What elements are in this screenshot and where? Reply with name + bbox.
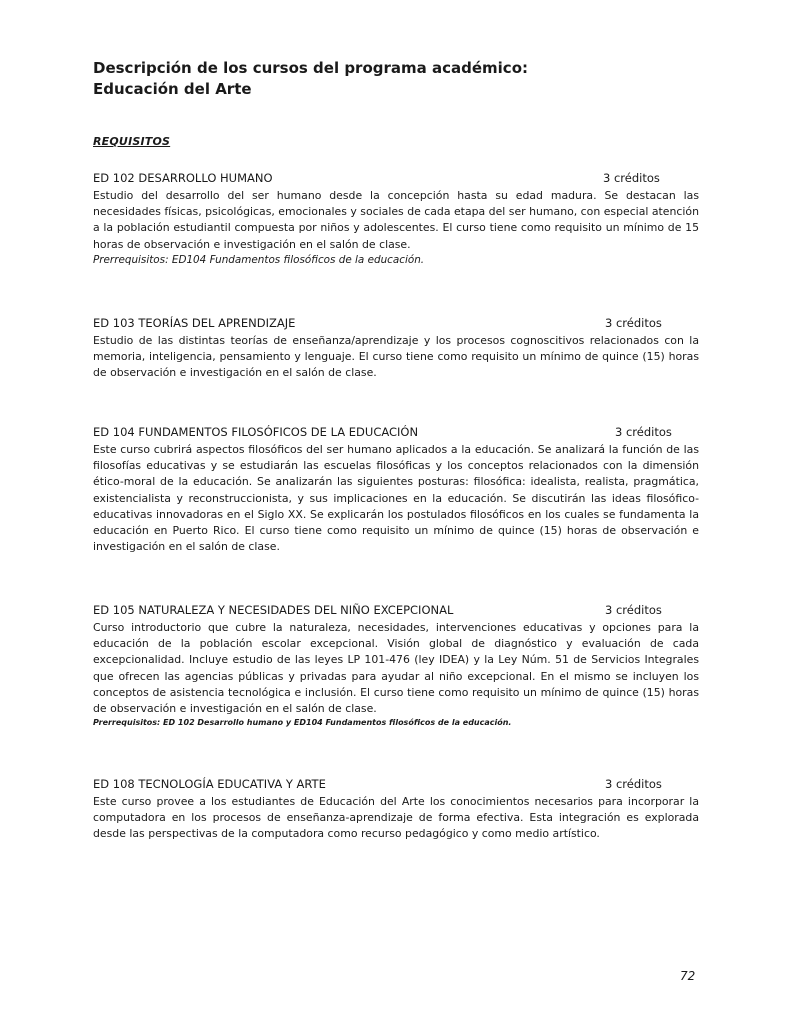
- course-code-title: ED 104 FUNDAMENTOS FILOSÓFICOS DE LA EDUCACIÓN: [93, 425, 419, 439]
- course-header: [93, 600, 699, 620]
- course-ed-108: [93, 774, 699, 843]
- course-description: Estudio de las distintas teorías de enseñanza/aprendizaje y los procesos cognoscitivos relacionados con la memoria, inteligencia, pensamiento y lenguaje. El curso tiene como requisito un mínimo de quince (15) horas de observación e investigación en el salón de clase.: [93, 334, 699, 380]
- course-code-title: ED 102 DESARROLLO HUMANO: [93, 171, 273, 185]
- course-ed-104: [93, 422, 699, 555]
- section-label-requisitos: REQUISITOS: [93, 135, 171, 148]
- course-code-title: ED 105 NATURALEZA Y NECESIDADES DEL NIÑO EXCEPCIONAL: [93, 603, 454, 617]
- page-number: 72: [680, 969, 696, 983]
- course-code-title: ED 103 TEORÍAS DEL APRENDIZAJE: [93, 316, 296, 330]
- course-code-title: ED 108 TECNOLOGÍA EDUCATIVA Y ARTE: [93, 777, 326, 791]
- course-description: Estudio del desarrollo del ser humano desde la concepción hasta su edad madura. Se destacan las necesidades físicas, psicológicas, emocionales y sociales de cada etapa del ser humano, con especial atención a la población estudiantil compuesta por niños y adolescentes. El curso tiene como requisito un mínimo de 15 horas de observación e investigación en el salón de clase.: [93, 189, 699, 251]
- course-ed-102: [93, 168, 699, 268]
- course-prerequisites: Prerrequisitos: ED104 Fundamentos filosóficos de la educación.: [93, 253, 425, 266]
- course-header: [93, 313, 699, 333]
- course-credits: 3 créditos: [605, 316, 662, 330]
- course-description: Este curso provee a los estudiantes de Educación del Arte los conocimientos necesarios para incorporar la computadora en los procesos de enseñanza-aprendizaje de forma efectiva. Esta integración es explorada desde las perspectivas de la computadora como recurso pedagógico y como medio artístico.: [93, 795, 699, 841]
- course-description: Este curso cubrirá aspectos filosóficos del ser humano aplicados a la educación. Se analizará la función de las filosofías educativas y se estudiarán las escuelas filosóficas y los conceptos relacionados con la dimensión ético-moral de la educación. Se analizarán las siguientes posturas: filosófica: idealista, realista, pragmática, existencialista y reconstruccionista, y sus implicaciones en la educación. Se discutirán las ideas filosófico-educativas innovadoras en el Siglo XX. Se explicarán los postulados filosóficos en los cuales se fundamenta la educación en Puerto Rico. El curso tiene como requisito un mínimo de quince (15) horas de observación e investigación en el salón de clase.: [93, 443, 699, 554]
- course-credits: 3 créditos: [605, 777, 662, 791]
- course-header: [93, 168, 699, 188]
- course-header: [93, 774, 699, 794]
- document-title: [93, 58, 693, 100]
- course-credits: 3 créditos: [605, 603, 662, 617]
- course-credits: 3 créditos: [615, 425, 672, 439]
- document-title-line-2: Educación del Arte: [93, 80, 252, 98]
- document-title-line-1: Descripción de los cursos del programa académico:: [93, 59, 528, 77]
- course-ed-105: [93, 600, 699, 729]
- course-prerequisites: Prerrequisitos: ED 102 Desarrollo humano y ED104 Fundamentos filosóficos de la educación.: [93, 718, 512, 728]
- course-description: Curso introductorio que cubre la naturaleza, necesidades, intervenciones educativas y opciones para la educación de la población escolar excepcional. Visión global de diagnóstico y evaluación de cada excepcionalidad. Incluye estudio de las leyes LP 101-476 (ley IDEA) y la Ley Núm. 51 de Servicios Integrales que ofrecen las agencias públicas y privadas para ayudar al niño excepcional. En el mismo se incluyen los conceptos de asistencia tecnológica e inclusión. El curso tiene como requisito un mínimo de quince (15) horas de observación e investigación en el salón de clase.: [93, 621, 699, 716]
- course-header: [93, 422, 699, 442]
- course-ed-103: [93, 313, 699, 382]
- course-credits: 3 créditos: [603, 171, 660, 185]
